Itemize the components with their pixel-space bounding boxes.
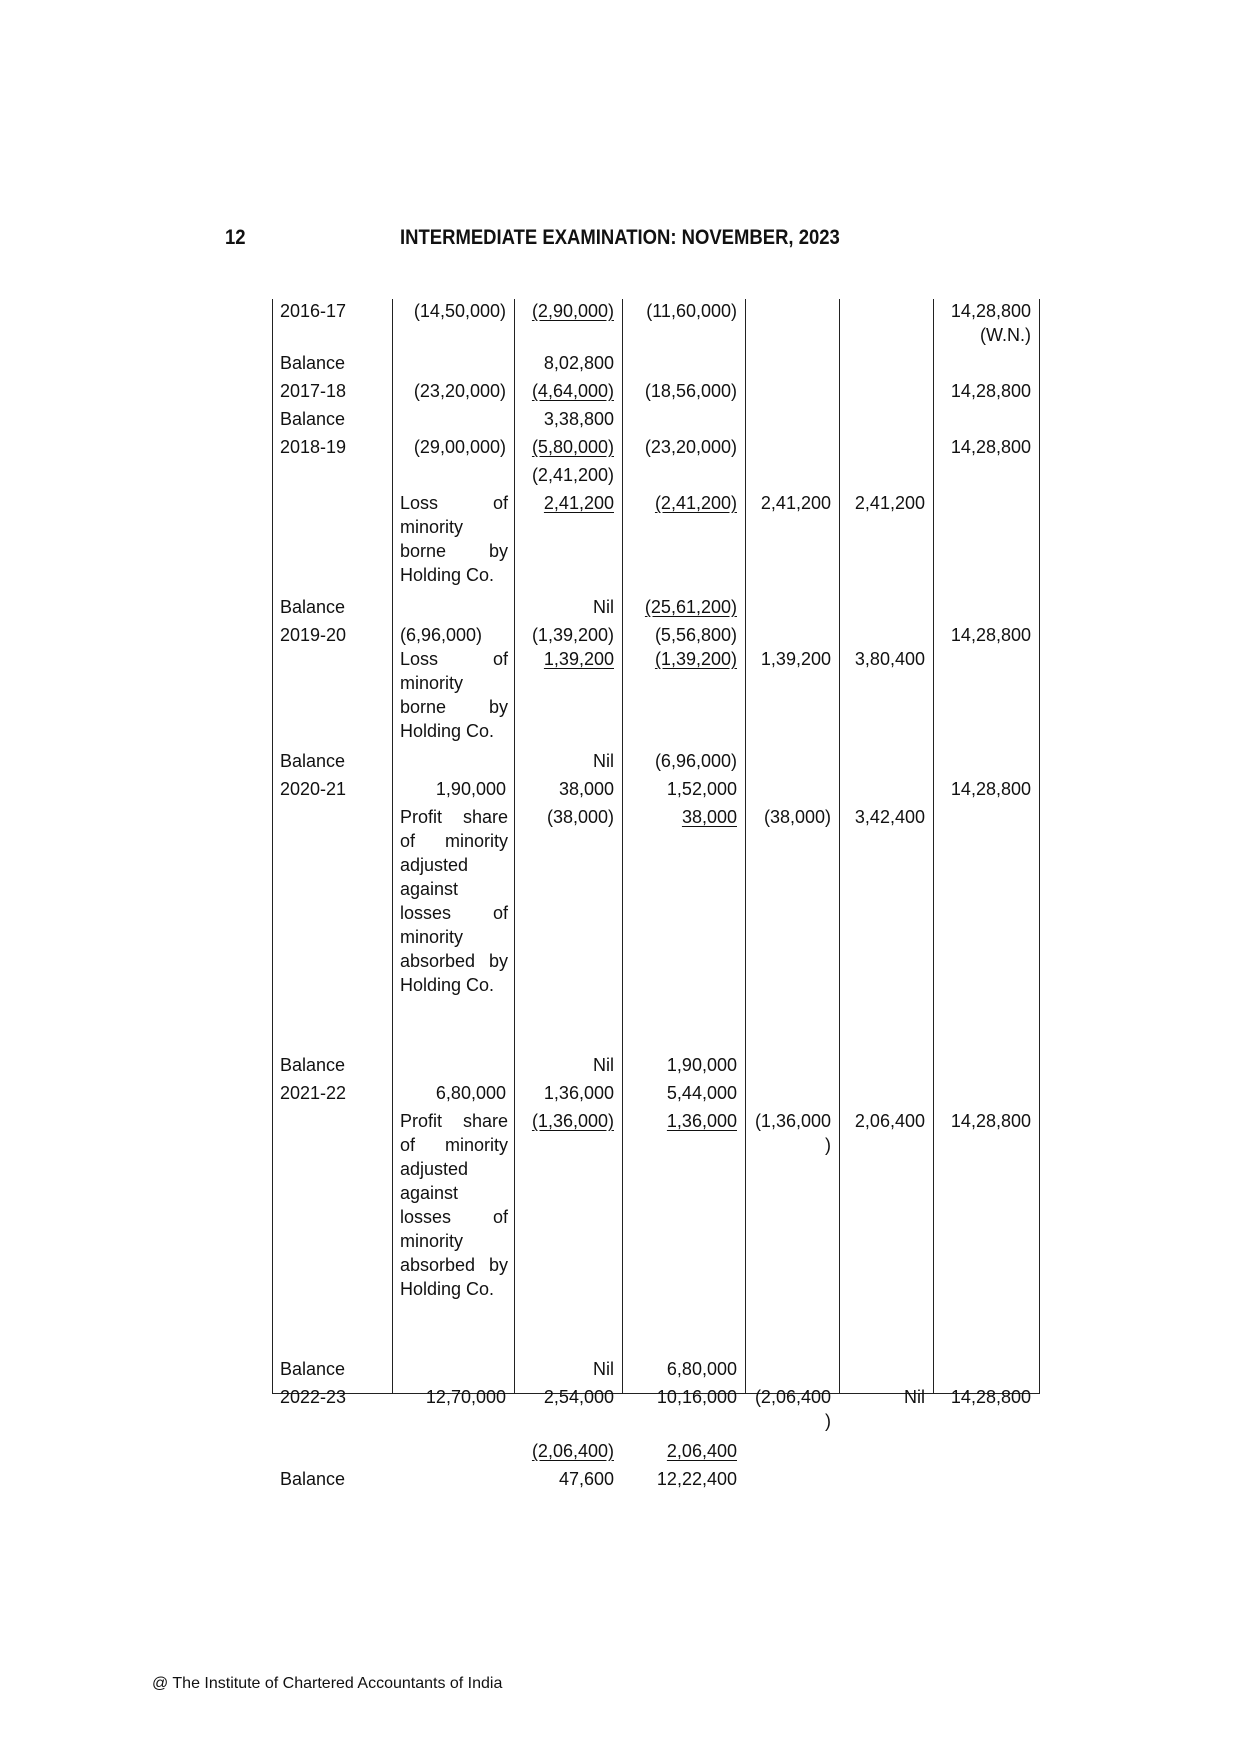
minority-share: 1,39,200	[543, 649, 614, 669]
row-label: Balance	[280, 1055, 346, 1075]
holding-share: 38,000	[681, 807, 737, 827]
holding-share: 10,16,000	[656, 1387, 737, 1407]
holding-share: (23,20,000)	[644, 437, 737, 457]
row-label: Balance	[280, 1469, 346, 1489]
column-divider	[392, 299, 393, 1394]
cumulative-loss: Nil	[904, 1387, 925, 1407]
minority-share: (2,90,000)	[531, 301, 614, 321]
cumulative-loss: 3,80,400	[854, 649, 925, 669]
page-number: 12	[225, 226, 246, 249]
particulars-amount: (29,00,000)	[413, 437, 506, 457]
row-label: Balance	[280, 409, 346, 429]
adjustment: (2,06,400	[754, 1387, 831, 1407]
goodwill-amount: 14,28,800	[950, 625, 1031, 645]
holding-share: (2,41,200)	[654, 493, 737, 513]
particulars-note: Loss of minority borne by Holding Co.	[400, 493, 508, 585]
goodwill-amount: 14,28,800	[950, 779, 1031, 799]
holding-share: (6,96,000)	[654, 751, 737, 771]
adjustment: (38,000)	[763, 807, 831, 827]
adjustment: 1,39,200	[760, 649, 831, 669]
row-label: 2017-18	[280, 381, 347, 401]
particulars-amount: 12,70,000	[425, 1387, 506, 1407]
row-label: 2019-20	[280, 625, 347, 645]
page-footer: @ The Institute of Chartered Accountants of India	[152, 1675, 503, 1692]
adjustment: (1,36,000	[754, 1111, 831, 1131]
row-label: Balance	[280, 597, 346, 617]
row-label: 2018-19	[280, 437, 347, 457]
row-label: 2021-22	[280, 1083, 347, 1103]
column-divider	[272, 299, 273, 1394]
goodwill-amount: 14,28,800	[950, 1387, 1031, 1407]
goodwill-amount: 14,28,800	[950, 381, 1031, 401]
row-label: Balance	[280, 751, 346, 771]
minority-share: Nil	[593, 751, 614, 771]
holding-share: (25,61,200)	[644, 597, 737, 617]
minority-share: Nil	[593, 597, 614, 617]
particulars-amount: 1,90,000	[435, 779, 506, 799]
row-label: 2020-21	[280, 779, 347, 799]
particulars-note: Profit share of minority adjusted against losses of minority absorbed by Holding Co.	[400, 807, 508, 995]
goodwill-amount: 14,28,800	[950, 437, 1031, 457]
particulars-amount: (6,96,000)	[400, 625, 483, 645]
holding-share: 1,36,000	[666, 1111, 737, 1131]
particulars-note: Profit share of minority adjusted against losses of minority absorbed by Holding Co.	[400, 1111, 508, 1299]
minority-share: (5,80,000)	[531, 437, 614, 457]
cumulative-loss: 2,41,200	[854, 493, 925, 513]
page-title: INTERMEDIATE EXAMINATION: NOVEMBER, 2023	[400, 226, 840, 249]
minority-share: (1,39,200)	[531, 625, 614, 645]
goodwill-amount: 14,28,800	[950, 1111, 1031, 1131]
cumulative-loss: 3,42,400	[854, 807, 925, 827]
row-label: Balance	[280, 1359, 346, 1379]
adjustment-continued: )	[825, 1411, 831, 1431]
column-divider	[514, 299, 515, 1394]
minority-share: 38,000	[558, 779, 614, 799]
column-divider	[622, 299, 623, 1394]
minority-share: Nil	[593, 1055, 614, 1075]
column-divider	[1039, 299, 1040, 1394]
minority-share: Nil	[593, 1359, 614, 1379]
cumulative-loss: 2,06,400	[854, 1111, 925, 1131]
minority-share: 2,54,000	[543, 1387, 614, 1407]
holding-share: (11,60,000)	[646, 301, 737, 321]
minority-share: (1,36,000)	[531, 1111, 614, 1131]
holding-share: 6,80,000	[666, 1359, 737, 1379]
row-label: 2016-17	[280, 301, 347, 321]
column-divider	[933, 299, 934, 1394]
holding-share: 12,22,400	[656, 1469, 737, 1489]
holding-share: 1,90,000	[666, 1055, 737, 1075]
adjustment: 2,41,200	[760, 493, 831, 513]
holding-share: (1,39,200)	[654, 649, 737, 669]
column-divider	[839, 299, 840, 1394]
holding-share: 2,06,400	[666, 1441, 737, 1461]
particulars-amount: 6,80,000	[435, 1083, 506, 1103]
minority-share: (38,000)	[546, 807, 614, 827]
adjustment-continued: )	[825, 1135, 831, 1155]
particulars-amount: (23,20,000)	[413, 381, 506, 401]
minority-share: (2,41,200)	[531, 465, 614, 485]
goodwill-amount: 14,28,800	[950, 301, 1031, 321]
ledger-table	[272, 299, 1040, 1489]
minority-share: 3,38,800	[543, 409, 614, 429]
holding-share: (18,56,000)	[644, 381, 737, 401]
holding-share: 5,44,000	[666, 1083, 737, 1103]
minority-share: 1,36,000	[543, 1083, 614, 1103]
holding-share: 1,52,000	[666, 779, 737, 799]
minority-share: 8,02,800	[543, 353, 614, 373]
holding-share: (5,56,800)	[654, 625, 737, 645]
minority-share: 47,600	[558, 1469, 614, 1489]
particulars-amount: (14,50,000)	[413, 301, 506, 321]
minority-share: 2,41,200	[543, 493, 614, 513]
row-label: Balance	[280, 353, 346, 373]
particulars-note: Loss of minority borne by Holding Co.	[400, 649, 508, 741]
minority-share: (4,64,000)	[531, 381, 614, 401]
minority-share: (2,06,400)	[531, 1441, 614, 1461]
row-label: 2022-23	[280, 1387, 347, 1407]
goodwill-amount-continued: (W.N.)	[980, 325, 1031, 345]
column-divider	[745, 299, 746, 1394]
